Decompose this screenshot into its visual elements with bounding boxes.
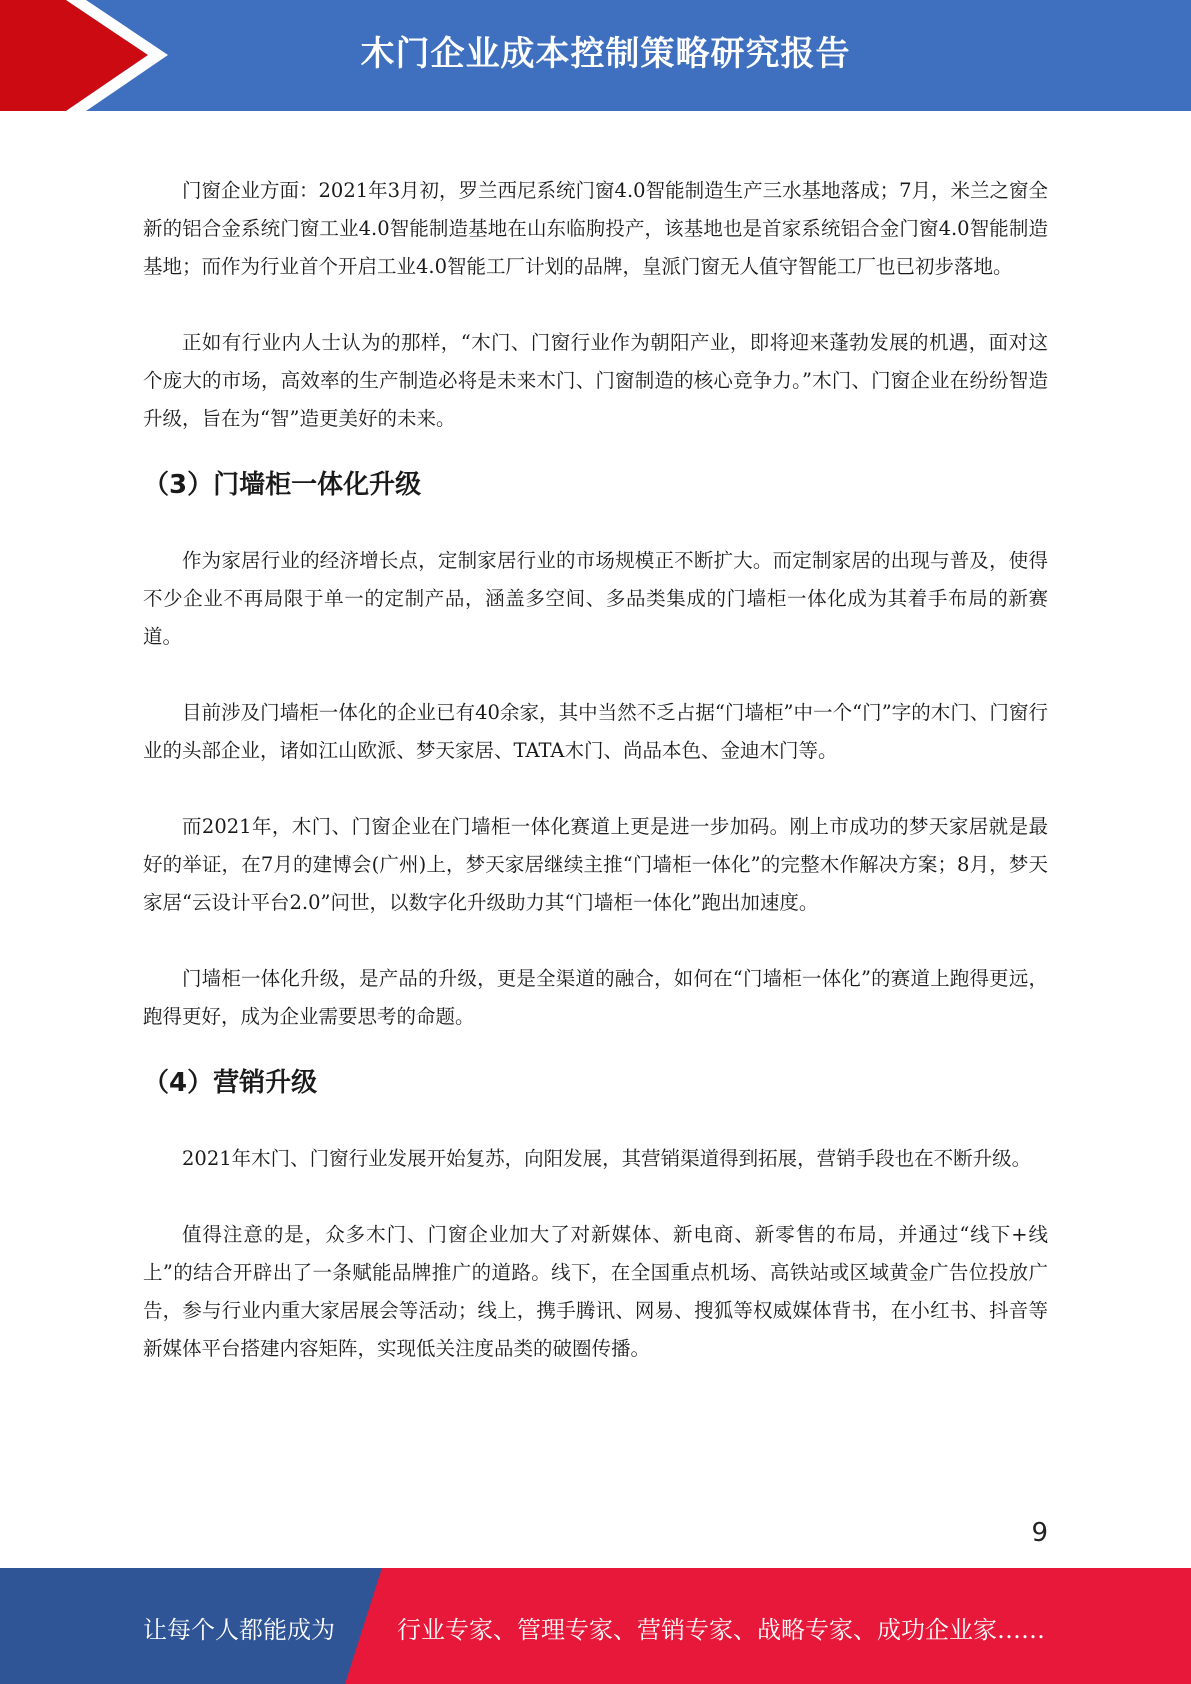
paragraph-6: 门墙柜一体化升级，是产品的升级，更是全渠道的融合，如何在“门墙柜一体化”的赛道上跑得更远，跑得更好，成为企业需要思考的命题。 bbox=[143, 967, 1048, 1028]
paragraph-3: 作为家居行业的经济增长点，定制家居行业的市场规模正不断扩大。而定制家居的出现与普及，使得不少企业不再局限于单一的定制产品，涵盖多空间、多品类集成的门墙柜一体化成为其着手布局的新赛道。 bbox=[143, 549, 1048, 648]
page-number: 9 bbox=[1031, 1518, 1048, 1548]
section-heading-4: （4）营销升级 bbox=[143, 1068, 318, 1098]
paragraph-5: 而2021年，木门、门窗企业在门墙柜一体化赛道上更是进一步加码。刚上市成功的梦天家居就是最好的举证，在7月的建博会(广州)上，梦天家居继续主推“门墙柜一体化”的完整木作解决方案；8月，梦天家居“云设计平台2.0”问世，以数字化升级助力其“门墙柜一体化”跑出加速度。 bbox=[143, 815, 1048, 914]
footer-slogan-right: 行业专家、管理专家、营销专家、战略专家、成功企业家…… bbox=[397, 1616, 1045, 1644]
paragraph-7: 2021年木门、门窗行业发展开始复苏，向阳发展，其营销渠道得到拓展，营销手段也在不断升级。 bbox=[182, 1147, 1032, 1170]
page-footer bbox=[0, 1568, 1191, 1684]
paragraph-4: 目前涉及门墙柜一体化的企业已有40余家，其中当然不乏占据“门墙柜”中一个“门”字的木门、门窗行业的头部企业，诸如江山欧派、梦天家居、TATA木门、尚品本色、金迪木门等。 bbox=[143, 701, 1048, 762]
main-content bbox=[143, 172, 1048, 1368]
footer-slogan-left: 让每个人都能成为 bbox=[143, 1616, 335, 1644]
paragraph-1: 门窗企业方面：2021年3月初，罗兰西尼系统门窗4.0智能制造生产三水基地落成；7月，米兰之窗全新的铝合金系统门窗工业4.0智能制造基地在山东临朐投产，该基地也是首家系统铝合金门窗4.0智能制造基地；而作为行业首个开启工业4.0智能工厂计划的品牌，皇派门窗无人值守智能工厂也已初步落地。 bbox=[143, 179, 1048, 278]
paragraph-8: 值得注意的是，众多木门、门窗企业加大了对新媒体、新电商、新零售的布局，并通过“线下+线上”的结合开辟出了一条赋能品牌推广的道路。线下，在全国重点机场、高铁站或区域黄金广告位投放广告，参与行业内重大家居展会等活动；线上，携手腾讯、网易、搜狐等权威媒体背书，在小红书、抖音等新媒体平台搭建内容矩阵，实现低关注度品类的破圈传播。 bbox=[143, 1223, 1048, 1360]
section-heading-3: （3）门墙柜一体化升级 bbox=[143, 470, 422, 500]
paragraph-2: 正如有行业内人士认为的那样，“木门、门窗行业作为朝阳产业，即将迎来蓬勃发展的机遇，面对这个庞大的市场，高效率的生产制造必将是未来木门、门窗制造的核心竞争力。”木门、门窗企业在纷纷智造升级，旨在为“智”造更美好的未来。 bbox=[143, 331, 1048, 430]
document-title: 木门企业成本控制策略研究报告 bbox=[360, 34, 851, 74]
page-header bbox=[0, 0, 1191, 111]
